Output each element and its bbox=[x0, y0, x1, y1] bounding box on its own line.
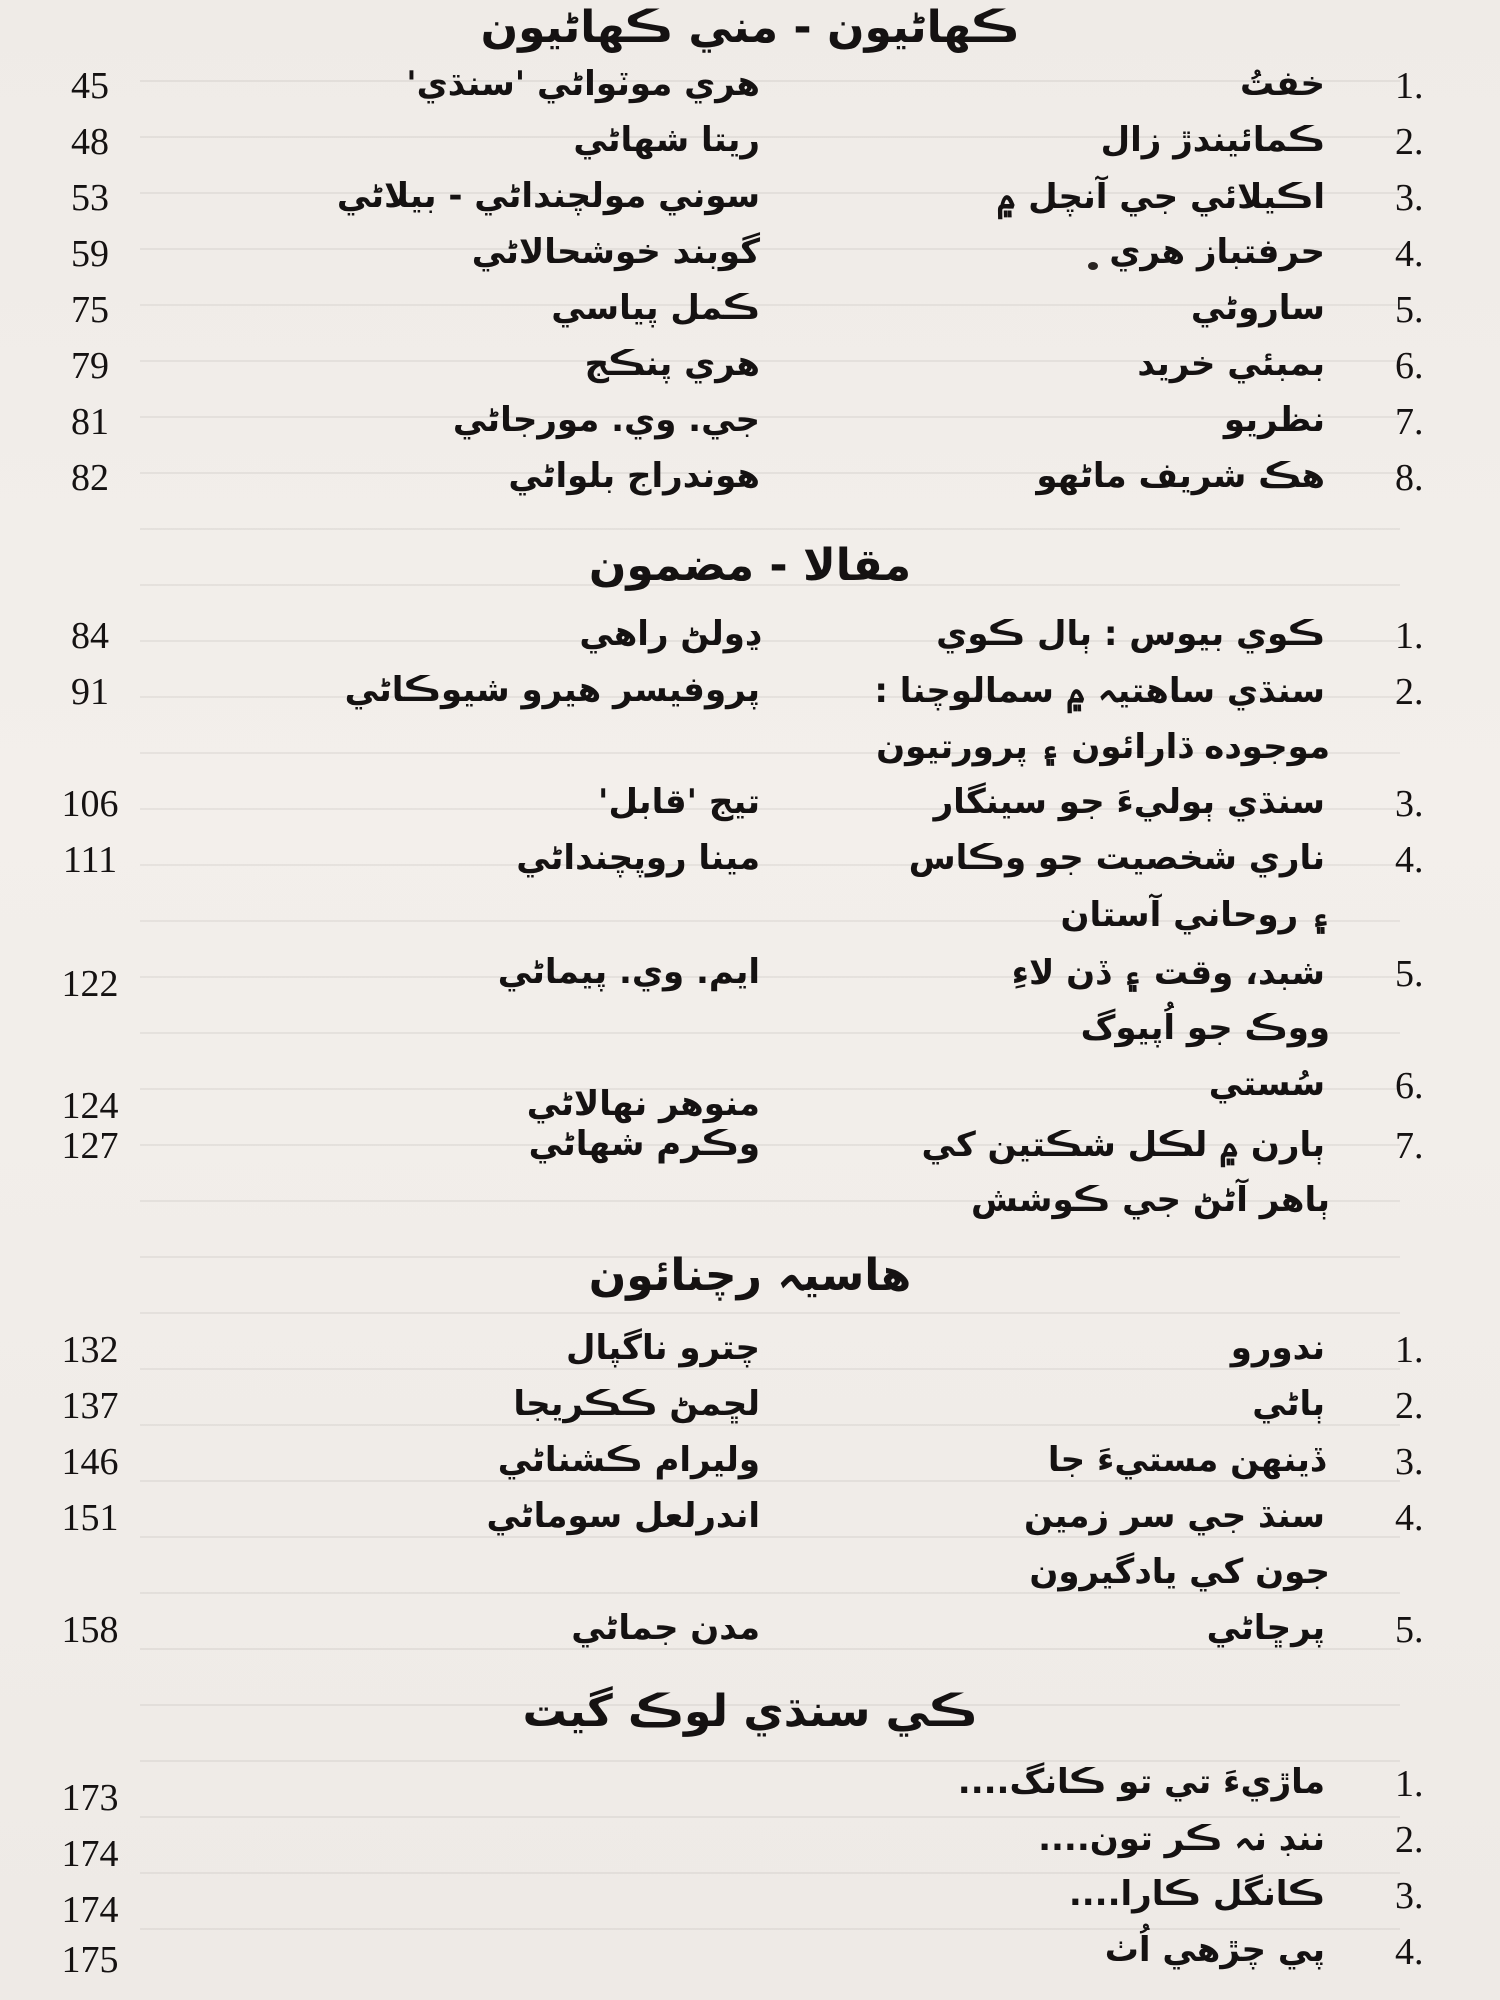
entry-number: 2. bbox=[1395, 671, 1424, 713]
toc-entry bbox=[0, 1762, 1500, 1818]
entry-title: ڪمائيندڙ زال bbox=[1100, 120, 1325, 160]
entry-page: 84 bbox=[71, 615, 109, 657]
section-heading-essays: مقالا - مضمون bbox=[588, 540, 912, 591]
entry-title: سنڌ جي سر زمين bbox=[1023, 1496, 1325, 1536]
toc-entry bbox=[0, 1930, 1500, 1986]
toc-entry bbox=[0, 1496, 1500, 1552]
entry-number: 2. bbox=[1395, 121, 1424, 163]
toc-entry bbox=[0, 120, 1500, 176]
entry-number: 6. bbox=[1395, 345, 1424, 387]
entry-author: منوهر نهالاڻي bbox=[526, 1084, 760, 1124]
entry-title-continued: موجوده ڌارائون ۽ پرورتيون bbox=[876, 727, 1330, 767]
entry-page: 124 bbox=[61, 1085, 119, 1127]
entry-author: ايم. وي. پيماڻي bbox=[497, 952, 760, 992]
toc-entry bbox=[0, 1874, 1500, 1930]
entry-page: 53 bbox=[71, 177, 109, 219]
entry-title: پي چڙهي اُٺ bbox=[1104, 1930, 1325, 1970]
entry-title: ڪوي بيوس : ٻال ڪوي bbox=[936, 614, 1325, 654]
entry-author: هري پنڪج bbox=[584, 344, 760, 384]
entry-number: 6. bbox=[1395, 1065, 1424, 1107]
entry-title-continued: ووڪ جو اُپيوگ bbox=[1080, 1008, 1330, 1048]
toc-entry bbox=[0, 1440, 1500, 1496]
toc-entry bbox=[0, 1064, 1500, 1127]
entry-page: 151 bbox=[61, 1497, 119, 1539]
entry-title-continued: ۽ روحاني آستان bbox=[1060, 895, 1330, 935]
entry-title: نظريو bbox=[1223, 400, 1325, 440]
entry-author: هري موٽواڻي 'سنڌي' bbox=[406, 64, 760, 104]
entry-page: 146 bbox=[61, 1441, 119, 1483]
entry-page: 132 bbox=[61, 1329, 119, 1371]
entry-number: 5. bbox=[1395, 953, 1424, 995]
toc-entry bbox=[0, 838, 1500, 894]
entry-number: 8. bbox=[1395, 457, 1424, 499]
entry-number: 3. bbox=[1395, 1875, 1424, 1917]
entry-number: 1. bbox=[1395, 1329, 1424, 1371]
entry-number: 4. bbox=[1395, 233, 1424, 275]
entry-page: 82 bbox=[71, 457, 109, 499]
entry-number: 2. bbox=[1395, 1385, 1424, 1427]
entry-title: بمبئي خريد bbox=[1137, 344, 1325, 384]
toc-entry bbox=[0, 456, 1500, 512]
entry-title: ندورو bbox=[1230, 1328, 1325, 1368]
entry-author: اندرلعل سوماڻي bbox=[486, 1496, 760, 1536]
entry-number: 4. bbox=[1395, 1931, 1424, 1973]
toc-entry bbox=[0, 232, 1500, 288]
entry-author: پروفيسر هيرو شيوڪاڻي bbox=[344, 670, 760, 710]
entry-page: 106 bbox=[61, 783, 119, 825]
entry-number: 3. bbox=[1395, 177, 1424, 219]
section-heading-stories: ڪهاڻيون - مني ڪهاڻيون bbox=[480, 2, 1020, 53]
entry-author: سوني مولچنداڻي - بيلاڻي bbox=[336, 176, 760, 216]
entry-title: ڏينهن مستيءَ جا bbox=[1047, 1440, 1325, 1480]
entry-page: 127 bbox=[61, 1125, 119, 1167]
entry-title: سنڌي ٻوليءَ جو سينگار bbox=[933, 782, 1325, 822]
entry-number: 7. bbox=[1395, 1125, 1424, 1167]
entry-title: ناري شخصيت جو وڪاس bbox=[908, 838, 1325, 878]
entry-author: وليرام ڪشناڻي bbox=[497, 1440, 760, 1480]
toc-entry-continuation bbox=[0, 1552, 1500, 1608]
entry-title: شبد، وقت ۽ ڏن لاءِ bbox=[1011, 953, 1325, 993]
entry-author: چترو ناگپال bbox=[566, 1328, 760, 1368]
entry-page: 122 bbox=[61, 963, 119, 1005]
entry-page: 174 bbox=[61, 1889, 119, 1931]
toc-entry bbox=[0, 1384, 1500, 1440]
entry-number: 4. bbox=[1395, 1497, 1424, 1539]
toc-entry bbox=[0, 344, 1500, 400]
toc-entry bbox=[0, 288, 1500, 344]
entry-title: پرڇاڻي bbox=[1206, 1608, 1325, 1648]
entry-page: 158 bbox=[61, 1609, 119, 1651]
entry-author: مينا روپچنداڻي bbox=[516, 838, 760, 878]
toc-entry-continuation bbox=[0, 894, 1500, 950]
toc-entry bbox=[0, 400, 1500, 456]
toc-entry-continuation bbox=[0, 1008, 1500, 1064]
entry-number: 3. bbox=[1395, 1441, 1424, 1483]
toc-entry bbox=[0, 1608, 1500, 1664]
entry-title: خفتُ bbox=[1240, 64, 1325, 104]
entry-number: 2. bbox=[1395, 1819, 1424, 1861]
entry-author: مدن جماڻي bbox=[571, 1608, 760, 1648]
entry-page: 173 bbox=[61, 1777, 119, 1819]
entry-author: گوبند خوشحالاڻي bbox=[471, 232, 760, 272]
entry-page: 81 bbox=[71, 401, 109, 443]
entry-number: 5. bbox=[1395, 289, 1424, 331]
entry-author: جي. وي. مورجاڻي bbox=[452, 400, 760, 440]
entry-number: 1. bbox=[1395, 1763, 1424, 1805]
entry-author: ڪمل پياسي bbox=[551, 288, 760, 328]
entry-number: 3. bbox=[1395, 783, 1424, 825]
section-heading-humour: هاسيہ رچنائون bbox=[588, 1250, 912, 1301]
toc-entry bbox=[0, 1818, 1500, 1874]
section-heading-folk-songs: ڪي سنڌي لوڪ گيت bbox=[522, 1686, 978, 1737]
entry-page: 137 bbox=[61, 1385, 119, 1427]
entry-author: وڪرم شهاڻي bbox=[528, 1124, 760, 1164]
entry-number: 1. bbox=[1395, 65, 1424, 107]
entry-page: 48 bbox=[71, 121, 109, 163]
entry-page: 111 bbox=[62, 839, 118, 881]
entry-page: 91 bbox=[71, 671, 109, 713]
entry-title: ماڙيءَ تي تو ڪانگ.... bbox=[957, 1762, 1325, 1802]
entry-title: ننڊ نہ ڪر تون.... bbox=[1038, 1819, 1325, 1859]
entry-page: 45 bbox=[71, 65, 109, 107]
entry-title: سُستي bbox=[1208, 1064, 1325, 1104]
entry-number: 4. bbox=[1395, 839, 1424, 881]
entry-number: 5. bbox=[1395, 1609, 1424, 1651]
entry-author: لڇمڻ ڪڪريجا bbox=[513, 1384, 760, 1424]
toc-entry bbox=[0, 64, 1500, 120]
entry-title: ساروڻي bbox=[1190, 288, 1325, 328]
entry-page: 75 bbox=[71, 289, 109, 331]
toc-entry bbox=[0, 782, 1500, 838]
entry-title: ٻارن ۾ لڪل شڪتين کي bbox=[921, 1125, 1325, 1165]
entry-title: حرفتباز هري bbox=[1109, 232, 1325, 272]
entry-title: سنڌي ساهتيہ ۾ سمالوچنا : bbox=[874, 671, 1325, 711]
entry-page: 79 bbox=[71, 345, 109, 387]
toc-entry bbox=[0, 176, 1500, 232]
entry-page: 59 bbox=[71, 233, 109, 275]
entry-author: هوندراج بلواڻي bbox=[508, 456, 760, 496]
entry-page: 174 bbox=[61, 1833, 119, 1875]
toc-entry bbox=[0, 1328, 1500, 1384]
entry-number: 7. bbox=[1395, 401, 1424, 443]
entry-title: اڪيلائي جي آنچل ۾ bbox=[996, 177, 1325, 217]
toc-entry bbox=[0, 952, 1500, 1008]
entry-title: ڪانگل ڪارا.... bbox=[1068, 1874, 1325, 1914]
entry-title: ٻاڻي bbox=[1252, 1384, 1325, 1424]
entry-author: تيج 'قابل' bbox=[598, 782, 760, 822]
entry-title-continued: جون کي يادگيرون bbox=[1029, 1552, 1330, 1592]
entry-page: 175 bbox=[61, 1939, 119, 1981]
entry-author: ڍولڻ راهي bbox=[579, 614, 760, 654]
entry-number: 1. bbox=[1395, 615, 1424, 657]
toc-entry bbox=[0, 670, 1500, 726]
entry-title-continued: ٻاهر آڻڻ جي ڪوشش bbox=[970, 1180, 1330, 1220]
toc-entry-continuation bbox=[0, 1180, 1500, 1236]
ink-speck bbox=[1088, 262, 1098, 270]
toc-entry bbox=[0, 614, 1500, 670]
entry-title: هڪ شريف ماڻهو bbox=[1036, 456, 1325, 496]
toc-entry-continuation bbox=[0, 726, 1500, 782]
entry-author: ريتا شهاڻي bbox=[573, 120, 760, 160]
toc-entry bbox=[0, 1124, 1500, 1180]
